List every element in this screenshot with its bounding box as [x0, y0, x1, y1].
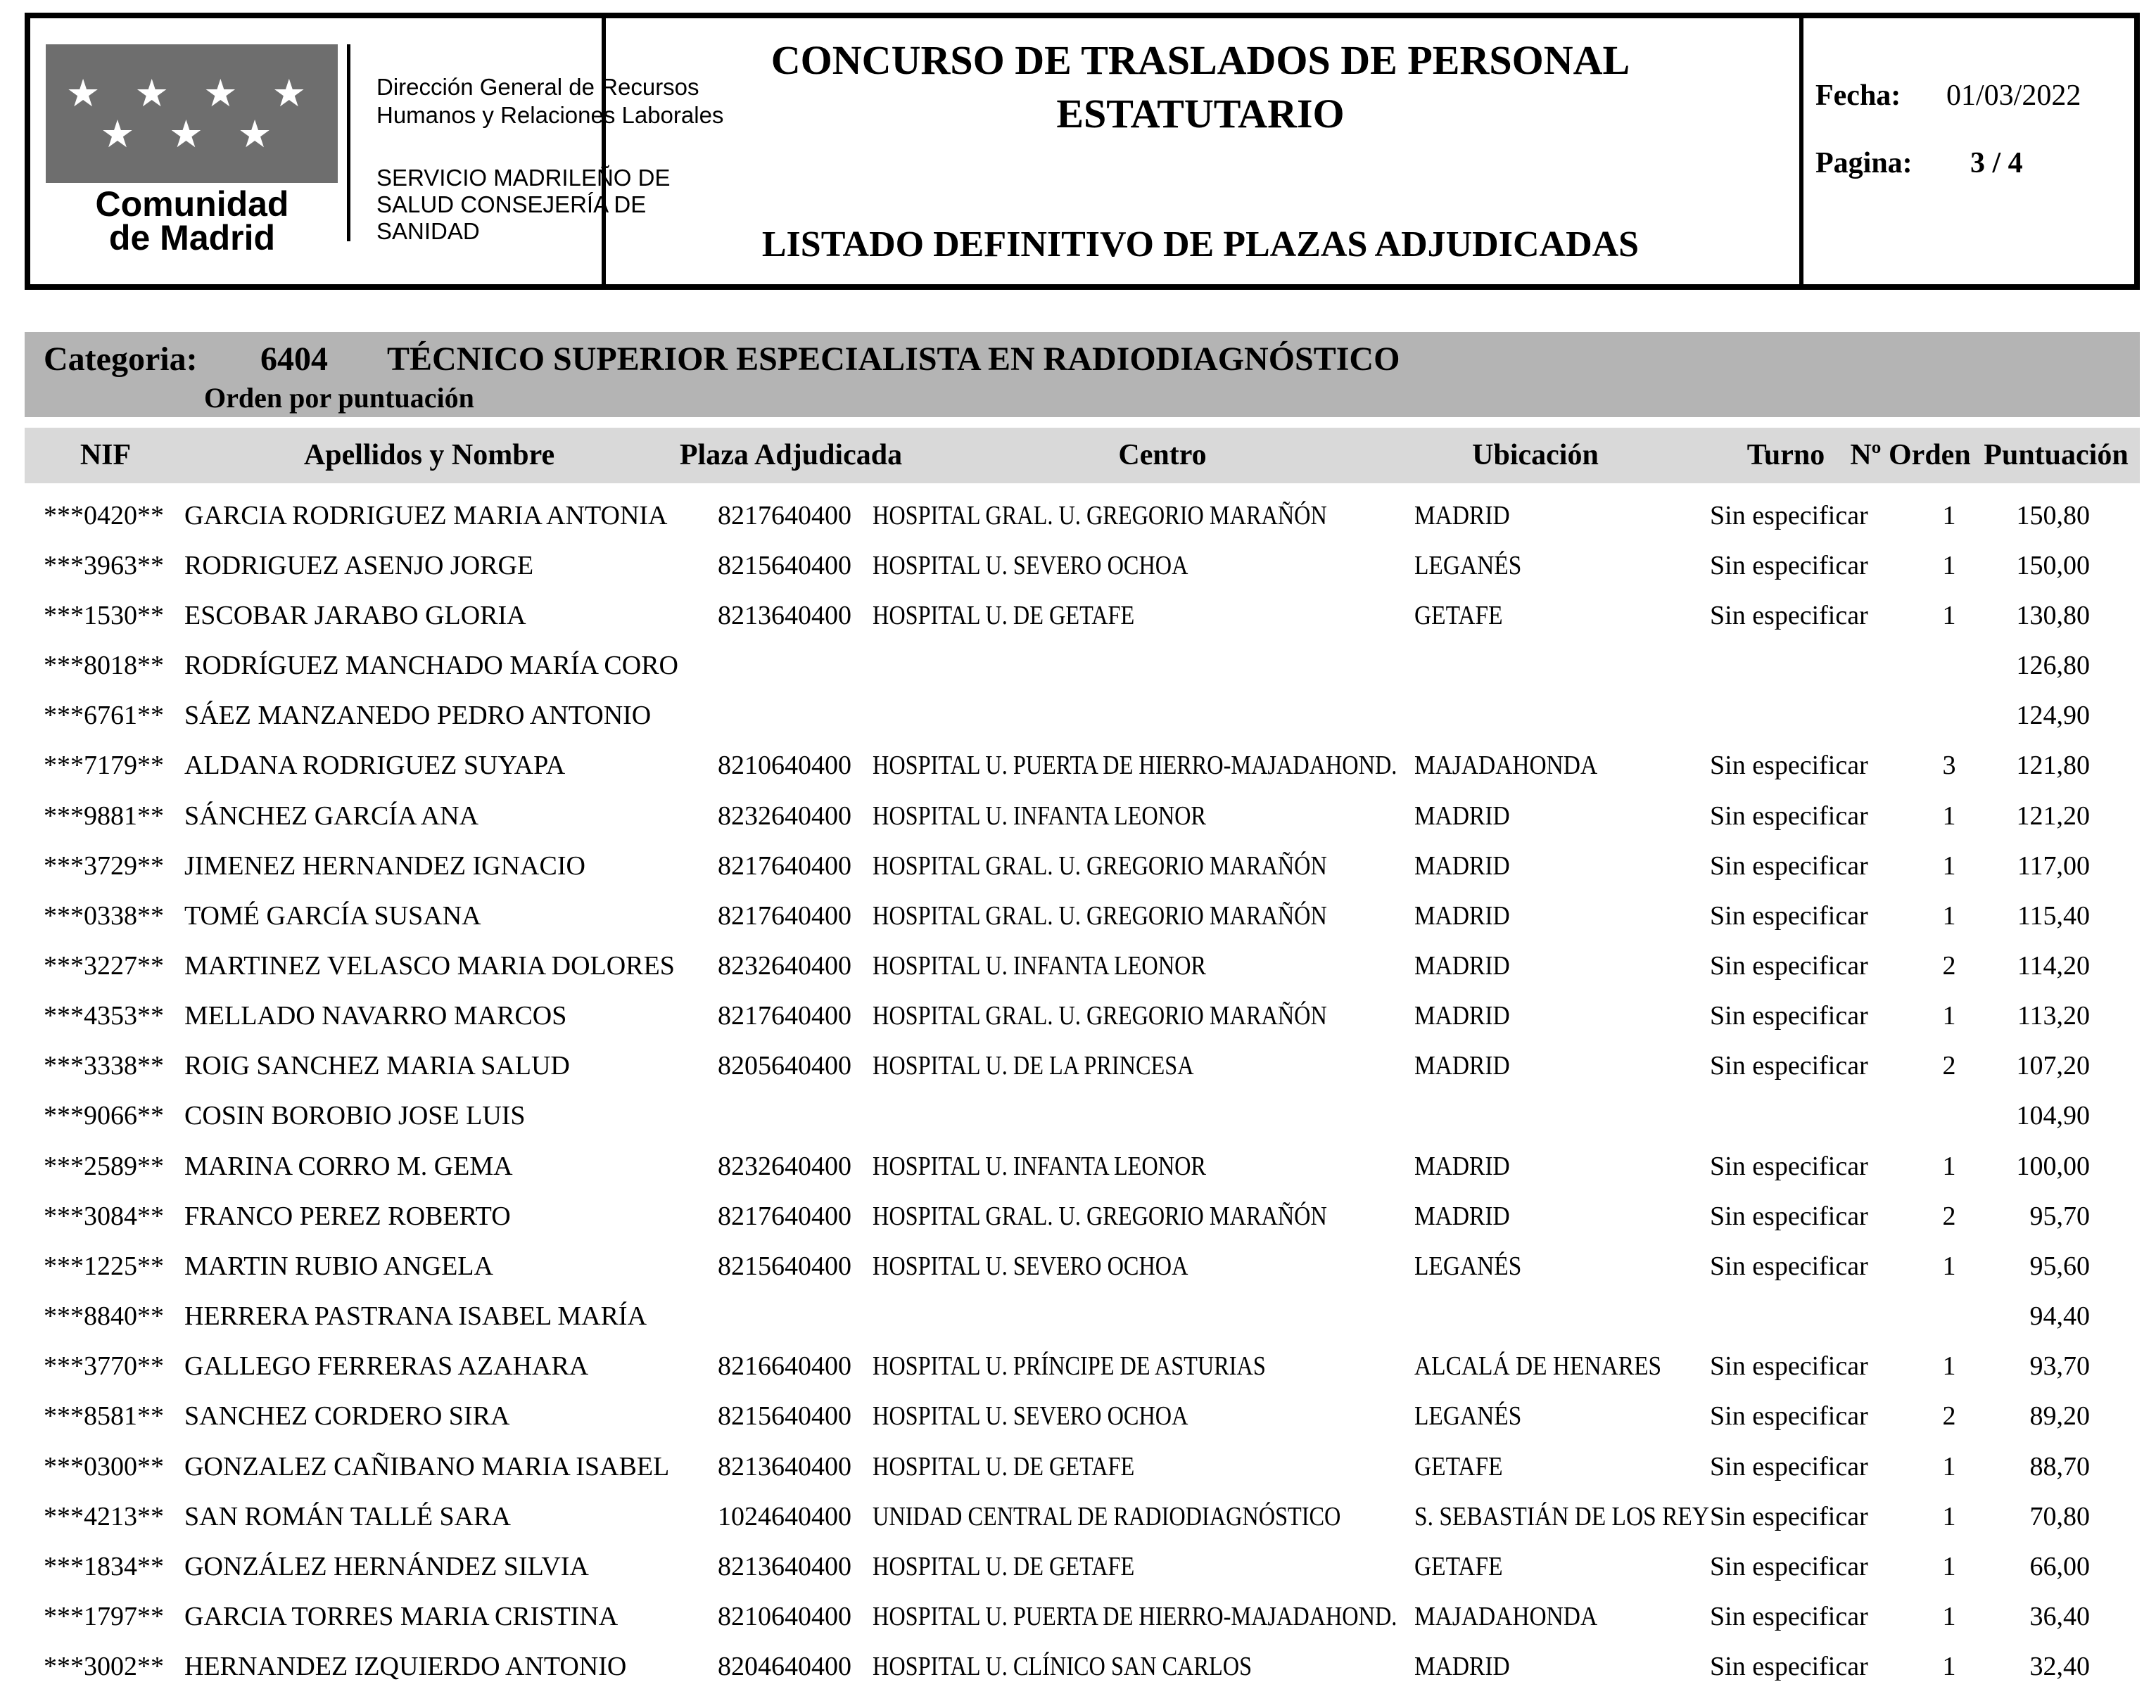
name-value: GONZALEZ CAÑIBANO MARIA ISABEL	[184, 1451, 670, 1481]
turno-value: Sin especificar	[1710, 1451, 1868, 1481]
orden-value: 1	[1942, 1251, 1956, 1281]
table-row	[0, 590, 2156, 640]
puntuacion-value: 115,40	[2017, 900, 2090, 931]
puntuacion-value: 150,80	[2016, 500, 2090, 530]
nif-value: ***1225**	[44, 1251, 164, 1281]
puntuacion-value: 117,00	[2017, 850, 2090, 881]
ubicacion-value: LEGANÉS	[1414, 550, 1522, 580]
table-header-row	[25, 428, 2140, 483]
table-row	[0, 991, 2156, 1041]
nif-value: ***8840**	[44, 1301, 164, 1332]
turno-value: Sin especificar	[1710, 900, 1868, 931]
nif-value: ***6761**	[44, 701, 164, 731]
category-order-note: Orden por puntuación	[204, 382, 474, 414]
nif-value: ***0420**	[44, 500, 164, 530]
plaza-code-value: 8210640400	[718, 1602, 851, 1632]
nif-value: ***0300**	[44, 1451, 164, 1481]
orden-value: 2	[1942, 1401, 1956, 1432]
nif-value: ***3963**	[44, 550, 164, 580]
orden-value: 1	[1942, 850, 1956, 881]
centro-value: HOSPITAL U. PUERTA DE HIERRO-MAJADAHOND.	[873, 751, 1397, 781]
ubicacion-value: MADRID	[1414, 850, 1510, 881]
plaza-code-value: 8232640400	[718, 1151, 851, 1181]
ubicacion-value: MADRID	[1414, 950, 1510, 981]
puntuacion-value: 150,00	[2016, 550, 2090, 580]
orden-value: 2	[1942, 950, 1956, 981]
orden-value: 3	[1942, 751, 1956, 781]
table-body	[0, 490, 2156, 1692]
ubicacion-value: MAJADAHONDA	[1414, 1602, 1598, 1632]
table-row	[0, 1091, 2156, 1141]
puntuacion-value: 32,40	[2029, 1652, 2090, 1682]
turno-value: Sin especificar	[1710, 1251, 1868, 1281]
turno-value: Sin especificar	[1710, 1501, 1868, 1531]
orden-value: 1	[1942, 1151, 1956, 1181]
category-code: 6404	[260, 340, 328, 378]
plaza-code-value: 8232640400	[718, 950, 851, 981]
orden-value: 1	[1942, 1001, 1956, 1031]
plaza-code-value: 8210640400	[718, 751, 851, 781]
nif-value: ***3002**	[44, 1652, 164, 1682]
name-value: SAN ROMÁN TALLÉ SARA	[184, 1501, 511, 1531]
centro-value: HOSPITAL U. PUERTA DE HIERRO-MAJADAHOND.	[873, 1602, 1397, 1632]
plaza-code-value: 8217640400	[718, 900, 851, 931]
column-header-turno: Turno	[1746, 439, 1825, 471]
centro-value: HOSPITAL GRAL. U. GREGORIO MARAÑÓN	[873, 1001, 1327, 1031]
plaza-code-value: 8232640400	[718, 801, 851, 831]
ubicacion-value: LEGANÉS	[1414, 1401, 1522, 1432]
centro-value: HOSPITAL U. INFANTA LEONOR	[873, 801, 1206, 831]
ubicacion-value: MADRID	[1414, 500, 1510, 530]
turno-value: Sin especificar	[1710, 1551, 1868, 1581]
centro-value: HOSPITAL U. DE GETAFE	[873, 1551, 1135, 1581]
pagina-label: Pagina:	[1815, 147, 1913, 179]
orden-value: 1	[1942, 1351, 1956, 1382]
table-row	[0, 891, 2156, 941]
puntuacion-value: 100,00	[2016, 1151, 2090, 1181]
table-row	[0, 741, 2156, 791]
document-title-line2: ESTATUTARIO	[1056, 91, 1345, 136]
name-value: SANCHEZ CORDERO SIRA	[184, 1401, 510, 1432]
document-subtitle: LISTADO DEFINITIVO DE PLAZAS ADJUDICADAS	[761, 224, 1640, 265]
centro-value: HOSPITAL U. CLÍNICO SAN CARLOS	[873, 1652, 1253, 1682]
table-row	[0, 1041, 2156, 1091]
centro-value: HOSPITAL U. INFANTA LEONOR	[873, 1151, 1206, 1181]
centro-value: HOSPITAL U. SEVERO OCHOA	[873, 1251, 1188, 1281]
name-value: ROIG SANCHEZ MARIA SALUD	[184, 1051, 570, 1081]
orden-value: 1	[1942, 500, 1956, 530]
turno-value: Sin especificar	[1710, 1151, 1868, 1181]
centro-value: HOSPITAL U. PRÍNCIPE DE ASTURIAS	[873, 1351, 1266, 1382]
nif-value: ***3084**	[44, 1201, 164, 1231]
service-line: SANIDAD	[376, 218, 480, 244]
turno-value: Sin especificar	[1710, 950, 1868, 981]
puntuacion-value: 130,80	[2016, 600, 2090, 630]
service-line: SALUD CONSEJERÍA DE	[376, 191, 647, 217]
comunidad-de-madrid-flag-logo	[46, 44, 338, 183]
name-value: HERNANDEZ IZQUIERDO ANTONIO	[184, 1652, 627, 1682]
nif-value: ***0338**	[44, 900, 164, 931]
table-row	[0, 1441, 2156, 1491]
category-bar	[25, 332, 2140, 417]
department-line: Dirección General de Recursos	[376, 74, 699, 100]
ubicacion-value: S. SEBASTIÁN DE LOS REY	[1414, 1501, 1709, 1531]
ubicacion-value: MADRID	[1414, 1201, 1510, 1231]
ubicacion-value: GETAFE	[1414, 600, 1503, 630]
table-row	[0, 941, 2156, 990]
nif-value: ***8018**	[44, 651, 164, 681]
name-value: GARCIA RODRIGUEZ MARIA ANTONIA	[184, 500, 668, 530]
plaza-code-value: 8213640400	[718, 1551, 851, 1581]
ubicacion-value: MADRID	[1414, 900, 1510, 931]
table-row	[0, 1341, 2156, 1391]
puntuacion-value: 66,00	[2029, 1551, 2090, 1581]
table-row	[0, 691, 2156, 741]
ubicacion-value: GETAFE	[1414, 1451, 1503, 1481]
nif-value: ***7179**	[44, 751, 164, 781]
puntuacion-value: 95,70	[2029, 1201, 2090, 1231]
ubicacion-value: GETAFE	[1414, 1551, 1503, 1581]
centro-value: HOSPITAL U. DE GETAFE	[873, 1451, 1135, 1481]
table-row	[0, 540, 2156, 590]
turno-value: Sin especificar	[1710, 550, 1868, 580]
centro-value: HOSPITAL U. SEVERO OCHOA	[873, 1401, 1188, 1432]
table-row	[0, 1292, 2156, 1341]
logo-separator-rule	[347, 44, 350, 241]
ubicacion-value: MADRID	[1414, 1001, 1510, 1031]
nif-value: ***3338**	[44, 1051, 164, 1081]
name-value: MARINA CORRO M. GEMA	[184, 1151, 513, 1181]
table-row	[0, 1391, 2156, 1441]
table-row	[0, 1642, 2156, 1692]
flag-stars-icon: ★ ★ ★	[100, 111, 284, 156]
table-row	[0, 490, 2156, 540]
category-title: TÉCNICO SUPERIOR ESPECIALISTA EN RADIODIAGNÓSTICO	[387, 340, 1400, 378]
name-value: MARTIN RUBIO ANGELA	[184, 1251, 493, 1281]
name-value: FRANCO PEREZ ROBERTO	[184, 1201, 511, 1231]
orden-value: 1	[1942, 1551, 1956, 1581]
document-title-line1: CONCURSO DE TRASLADOS DE PERSONAL	[771, 37, 1630, 83]
plaza-code-value: 8217640400	[718, 500, 851, 530]
puntuacion-value: 114,20	[2017, 950, 2090, 981]
plaza-code-value: 8213640400	[718, 600, 851, 630]
name-value: SÁNCHEZ GARCÍA ANA	[184, 801, 479, 831]
puntuacion-value: 126,80	[2016, 651, 2090, 681]
name-value: MELLADO NAVARRO MARCOS	[184, 1001, 567, 1031]
name-value: SÁEZ MANZANEDO PEDRO ANTONIO	[184, 701, 652, 731]
turno-value: Sin especificar	[1710, 801, 1868, 831]
table-row	[0, 1591, 2156, 1641]
centro-value: HOSPITAL GRAL. U. GREGORIO MARAÑÓN	[873, 500, 1327, 530]
orden-value: 2	[1942, 1051, 1956, 1081]
column-header-plaza: Plaza Adjudicada	[679, 439, 903, 471]
puntuacion-value: 36,40	[2029, 1602, 2090, 1632]
flag-stars-icon: ★ ★ ★ ★	[65, 70, 318, 115]
nif-value: ***3770**	[44, 1351, 164, 1382]
ubicacion-value: MADRID	[1414, 801, 1510, 831]
department-line: Humanos y Relaciones Laborales	[376, 102, 724, 128]
centro-value: HOSPITAL GRAL. U. GREGORIO MARAÑÓN	[873, 900, 1327, 931]
orden-value: 1	[1942, 1501, 1956, 1531]
name-value: GARCIA TORRES MARIA CRISTINA	[184, 1602, 619, 1632]
ubicacion-value: MADRID	[1414, 1652, 1510, 1682]
table-row	[0, 841, 2156, 891]
column-header-ubicacion: Ubicación	[1472, 439, 1599, 471]
ubicacion-value: MADRID	[1414, 1151, 1510, 1181]
plaza-code-value: 8217640400	[718, 1001, 851, 1031]
puntuacion-value: 104,90	[2016, 1101, 2090, 1131]
name-value: RODRIGUEZ ASENJO JORGE	[184, 550, 534, 580]
turno-value: Sin especificar	[1710, 1001, 1868, 1031]
pagina-value: 3 / 4	[1970, 147, 2023, 179]
table-row	[0, 1191, 2156, 1241]
name-value: GONZÁLEZ HERNÁNDEZ SILVIA	[184, 1551, 589, 1581]
column-header-centro: Centro	[1118, 439, 1207, 471]
table-row	[0, 1241, 2156, 1291]
plaza-code-value: 8216640400	[718, 1351, 851, 1382]
page-header	[25, 13, 2140, 290]
column-header-nif: NIF	[80, 439, 132, 471]
column-header-orden: Nº Orden	[1850, 439, 1971, 471]
plaza-code-value: 8215640400	[718, 1251, 851, 1281]
ubicacion-value: LEGANÉS	[1414, 1251, 1522, 1281]
puntuacion-value: 121,80	[2016, 751, 2090, 781]
plaza-code-value: 8204640400	[718, 1652, 851, 1682]
nif-value: ***1530**	[44, 600, 164, 630]
orden-value: 1	[1942, 600, 1956, 630]
orden-value: 2	[1942, 1201, 1956, 1231]
nif-value: ***2589**	[44, 1151, 164, 1181]
name-value: ALDANA RODRIGUEZ SUYAPA	[184, 751, 566, 781]
centro-value: UNIDAD CENTRAL DE RADIODIAGNÓSTICO	[873, 1501, 1341, 1531]
puntuacion-value: 88,70	[2029, 1451, 2090, 1481]
nif-value: ***4353**	[44, 1001, 164, 1031]
fecha-label: Fecha:	[1815, 79, 1901, 112]
centro-value: HOSPITAL U. DE GETAFE	[873, 600, 1135, 630]
plaza-code-value: 8217640400	[718, 1201, 851, 1231]
table-row	[0, 1141, 2156, 1191]
puntuacion-value: 89,20	[2029, 1401, 2090, 1432]
service-line: SERVICIO MADRILEÑO DE	[376, 165, 671, 191]
name-value: COSIN BOROBIO JOSE LUIS	[184, 1101, 526, 1131]
nif-value: ***3729**	[44, 850, 164, 881]
orden-value: 1	[1942, 1602, 1956, 1632]
ubicacion-value: MAJADAHONDA	[1414, 751, 1598, 781]
turno-value: Sin especificar	[1710, 600, 1868, 630]
puntuacion-value: 93,70	[2029, 1351, 2090, 1382]
turno-value: Sin especificar	[1710, 1401, 1868, 1432]
nif-value: ***3227**	[44, 950, 164, 981]
plaza-code-value: 8213640400	[718, 1451, 851, 1481]
centro-value: HOSPITAL GRAL. U. GREGORIO MARAÑÓN	[873, 1201, 1327, 1231]
name-value: GALLEGO FERRERAS AZAHARA	[184, 1351, 589, 1382]
name-value: TOMÉ GARCÍA SUSANA	[184, 900, 481, 931]
puntuacion-value: 70,80	[2029, 1501, 2090, 1531]
name-value: JIMENEZ HERNANDEZ IGNACIO	[184, 850, 585, 881]
puntuacion-value: 124,90	[2016, 701, 2090, 731]
plaza-code-value: 8205640400	[718, 1051, 851, 1081]
turno-value: Sin especificar	[1710, 500, 1868, 530]
ubicacion-value: MADRID	[1414, 1051, 1510, 1081]
orden-value: 1	[1942, 1451, 1956, 1481]
turno-value: Sin especificar	[1710, 751, 1868, 781]
nif-value: ***8581**	[44, 1401, 164, 1432]
name-value: ESCOBAR JARABO GLORIA	[184, 600, 526, 630]
nif-value: ***4213**	[44, 1501, 164, 1531]
category-label: Categoria:	[44, 340, 198, 378]
centro-value: HOSPITAL U. SEVERO OCHOA	[873, 550, 1188, 580]
orden-value: 1	[1942, 900, 1956, 931]
puntuacion-value: 121,20	[2016, 801, 2090, 831]
turno-value: Sin especificar	[1710, 1652, 1868, 1682]
plaza-code-value: 8215640400	[718, 1401, 851, 1432]
puntuacion-value: 94,40	[2029, 1301, 2090, 1332]
orden-value: 1	[1942, 801, 1956, 831]
nif-value: ***9066**	[44, 1101, 164, 1131]
name-value: MARTINEZ VELASCO MARIA DOLORES	[184, 950, 675, 981]
centro-value: HOSPITAL U. INFANTA LEONOR	[873, 950, 1206, 981]
centro-value: HOSPITAL U. DE LA PRINCESA	[873, 1051, 1194, 1081]
logo-wordmark-line1: Comunidad	[95, 184, 289, 224]
name-value: HERRERA PASTRANA ISABEL MARÍA	[184, 1301, 647, 1332]
document-title	[602, 34, 1799, 141]
turno-value: Sin especificar	[1710, 1201, 1868, 1231]
table-row	[0, 1491, 2156, 1541]
nif-value: ***9881**	[44, 801, 164, 831]
plaza-code-value: 8217640400	[718, 850, 851, 881]
centro-value: HOSPITAL GRAL. U. GREGORIO MARAÑÓN	[873, 850, 1327, 881]
table-row	[0, 640, 2156, 690]
turno-value: Sin especificar	[1710, 1602, 1868, 1632]
column-header-puntuacion: Puntuación	[1984, 439, 2129, 471]
turno-value: Sin especificar	[1710, 1051, 1868, 1081]
plaza-code-value: 8215640400	[718, 550, 851, 580]
column-header-nombre: Apellidos y Nombre	[303, 439, 555, 471]
name-value: RODRÍGUEZ MANCHADO MARÍA CORO	[184, 651, 678, 681]
puntuacion-value: 95,60	[2029, 1251, 2090, 1281]
turno-value: Sin especificar	[1710, 1351, 1868, 1382]
plaza-code-value: 1024640400	[718, 1501, 851, 1531]
table-row	[0, 791, 2156, 841]
nif-value: ***1797**	[44, 1602, 164, 1632]
logo-wordmark	[37, 184, 347, 257]
table-row	[0, 1541, 2156, 1591]
header-divider-right	[1799, 18, 1803, 284]
puntuacion-value: 107,20	[2016, 1051, 2090, 1081]
turno-value: Sin especificar	[1710, 850, 1868, 881]
orden-value: 1	[1942, 1652, 1956, 1682]
orden-value: 1	[1942, 550, 1956, 580]
puntuacion-value: 113,20	[2017, 1001, 2090, 1031]
logo-wordmark-line2: de Madrid	[108, 218, 276, 257]
nif-value: ***1834**	[44, 1551, 164, 1581]
fecha-value: 01/03/2022	[1946, 79, 2081, 112]
ubicacion-value: ALCALÁ DE HENARES	[1414, 1351, 1662, 1382]
